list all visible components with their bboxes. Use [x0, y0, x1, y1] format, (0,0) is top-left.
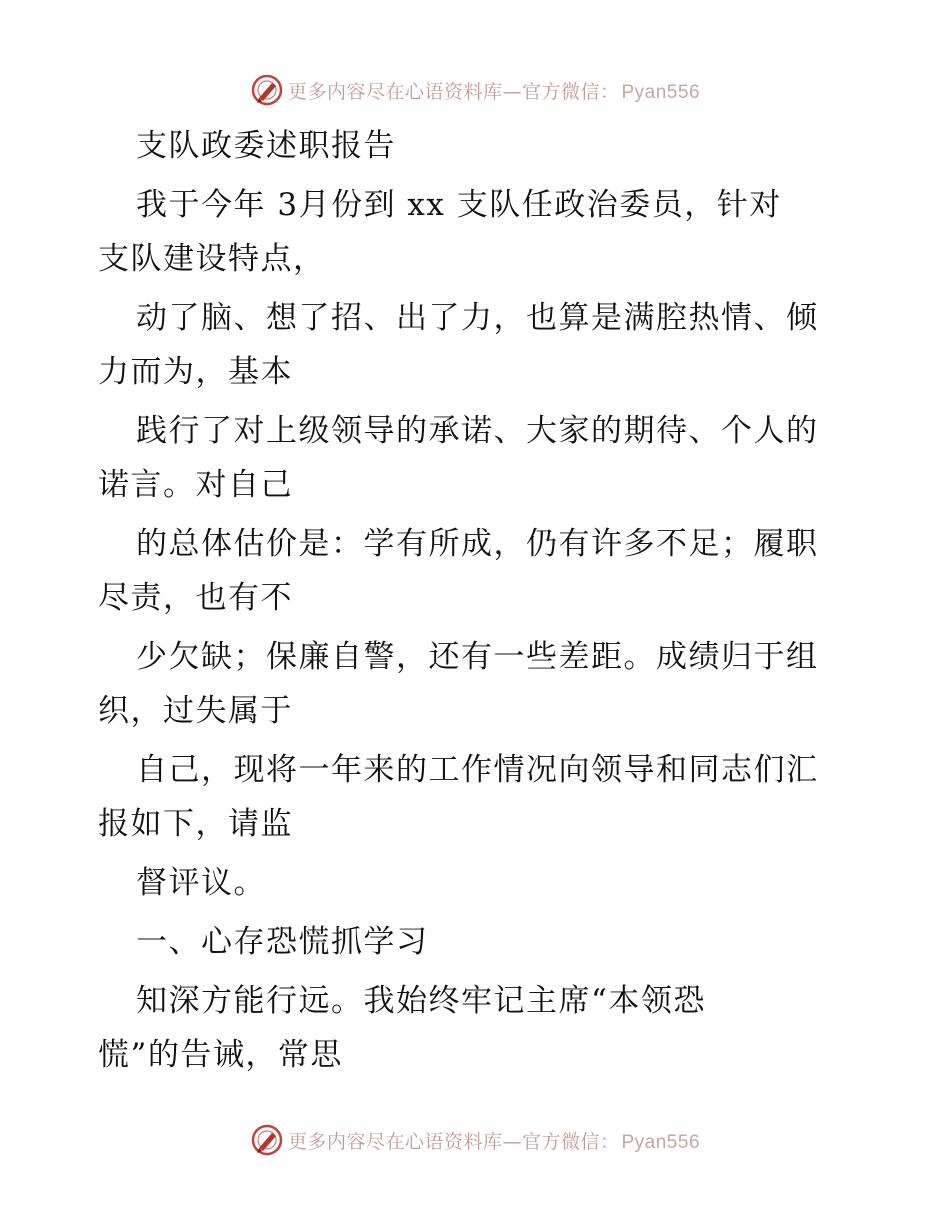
document-body	[98, 122, 858, 1090]
paragraph-line: 知深方能行远。我始终牢记主席“本领恐	[136, 983, 706, 1019]
footer-watermark-banner	[0, 1120, 950, 1160]
paragraph-line: 践行了对上级领导的承诺、大家的期待、个人的	[136, 413, 819, 449]
header-watermark-cn: 更多内容尽在心语资料库—官方微信：	[287, 80, 620, 103]
footer-watermark-cn: 更多内容尽在心语资料库—官方微信：	[287, 1130, 620, 1153]
paragraph-line: 我于今年 3月份到 xx 支队任政治委员，针对	[136, 187, 782, 223]
paragraph-line: 督评议。	[136, 865, 266, 901]
paragraph-line: 的总体估价是：学有所成，仍有许多不足；履职	[136, 526, 819, 562]
paragraph-line: 尽责，也有不	[98, 580, 293, 616]
pen-circle-logo-icon	[250, 1123, 284, 1157]
document-title: 支队政委述职报告	[136, 128, 396, 164]
paragraph-line: 自己，现将一年来的工作情况向领导和同志们汇	[136, 752, 819, 788]
paragraph-line: 力而为，基本	[98, 354, 293, 390]
paragraph-line: 少欠缺；保廉自警，还有一些差距。成绩归于组	[136, 639, 819, 675]
header-watermark-text	[288, 77, 700, 104]
footer-watermark-id: Pyan556	[621, 1131, 701, 1153]
pen-circle-logo-icon	[250, 73, 284, 107]
section-heading: 一、心存恐慌抓学习	[136, 924, 429, 960]
paragraph-line: 慌”的告诫，常思	[98, 1037, 343, 1073]
paragraph-line: 织，过失属于	[98, 693, 293, 729]
paragraph-line: 动了脑、想了招、出了力，也算是满腔热情、倾	[136, 300, 819, 336]
footer-watermark-text	[288, 1127, 700, 1154]
paragraph-line: 支队建设特点，	[98, 241, 326, 277]
paragraph-line: 诺言。对自己	[98, 467, 293, 503]
header-watermark-banner	[0, 70, 950, 110]
paragraph-line: 报如下，请监	[98, 806, 293, 842]
header-watermark-id: Pyan556	[621, 81, 701, 103]
